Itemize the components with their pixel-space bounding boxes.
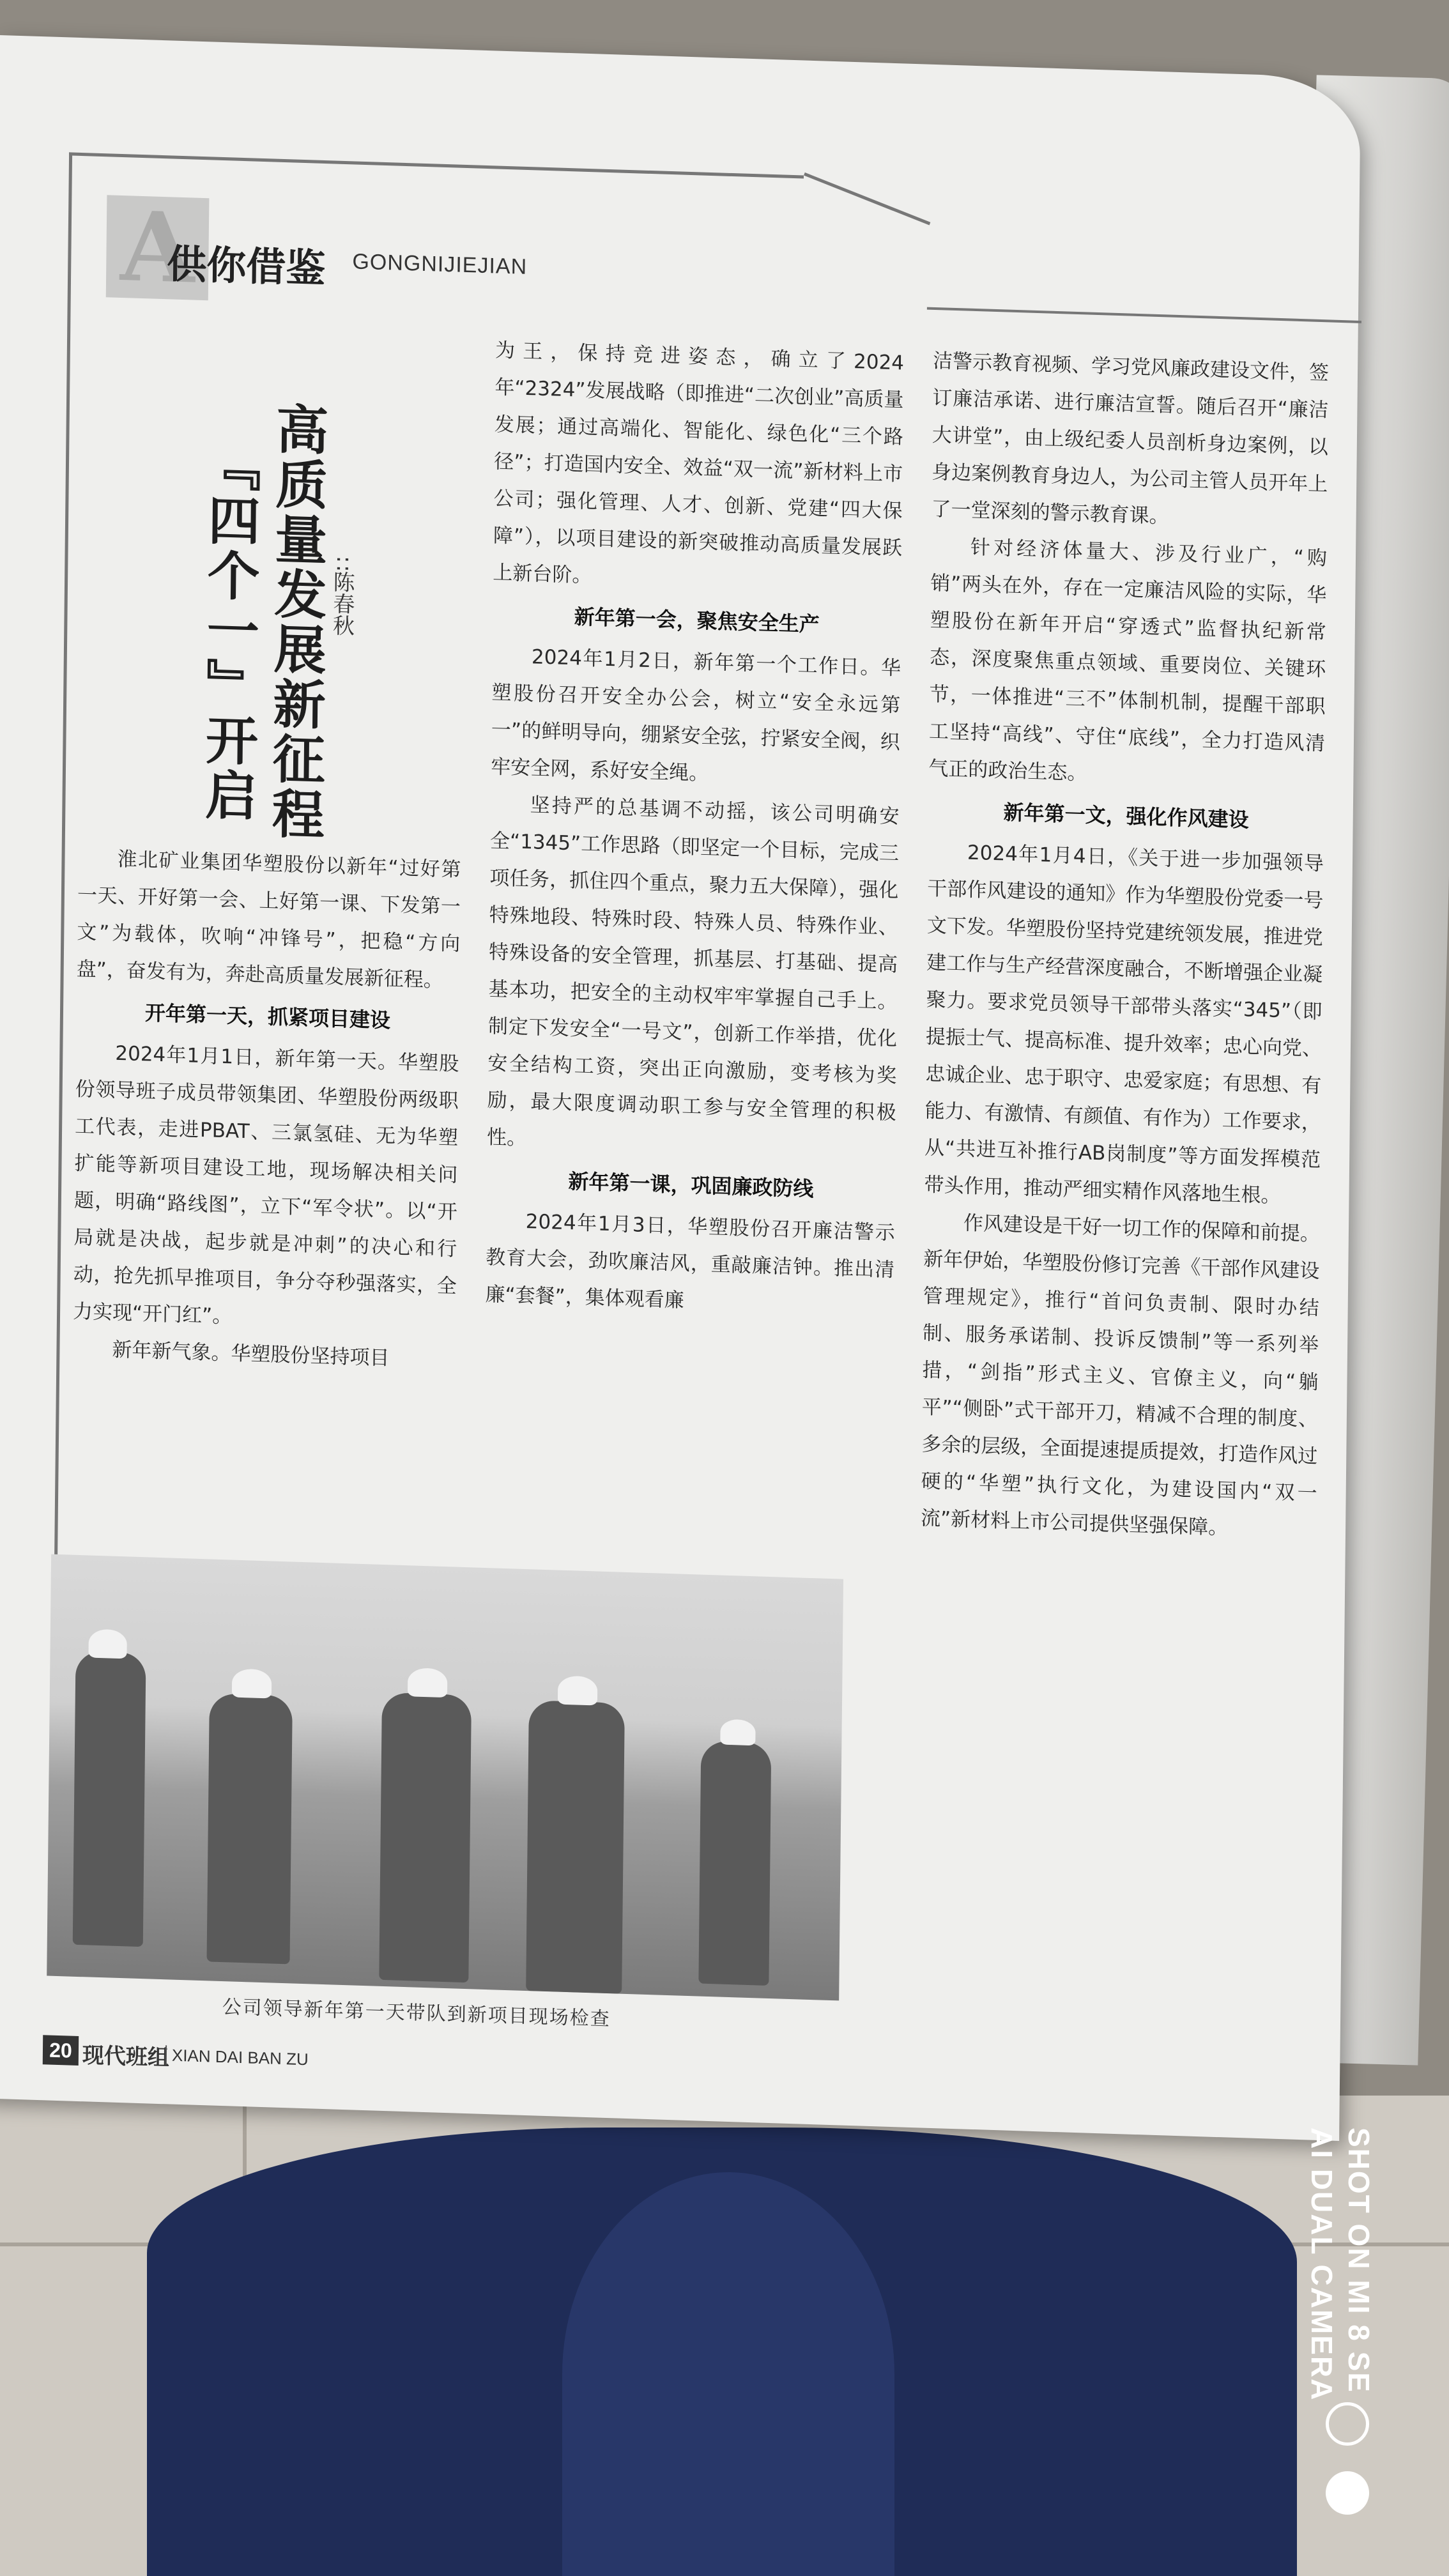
photo-helmet [232, 1669, 272, 1699]
paragraph: 2024年1月3日，华塑股份召开廉洁警示教育大会，劲吹廉洁风，重敲廉洁钟。推出清廉“套餐”，集体观看廉 [485, 1209, 895, 1312]
author-byline: ∷陈春秋 [328, 556, 355, 637]
headline-line1: 高质量发展新征程 [263, 401, 330, 843]
frame-right-line [927, 307, 1361, 323]
section-title: 供你借鉴 [166, 240, 326, 293]
section-heading: 新年第一会，聚焦安全生产 [574, 604, 820, 637]
paragraph: 淮北矿业集团华塑股份以新年“过好第一天、开好第一会、上好第一课、下发第一文”为载体，吹响“冲锋号”，把稳“方向盘”，奋发有为，奔赴高质量发展新征程。 [76, 847, 461, 992]
section-pinyin: GONGNIJIEJIAN [352, 249, 528, 279]
photo-helmet [408, 1667, 447, 1698]
paragraph: 2024年1月2日，新年第一个工作日。华塑股份召开安全办公会，树立“安全永远第一”的鲜明导向，绷紧安全弦，拧紧安全阀，织牢安全网，系好安全绳。 [491, 645, 901, 785]
photo-person [379, 1692, 471, 1982]
paragraph: 洁警示教育视频、学习党风廉政建设文件，签订廉洁承诺、进行廉洁宣誓。随后召开“廉洁大讲堂”，由上级纪委人员剖析身边案例，以身边案例教育身边人，为公司主管人员开年上了一堂深刻的警示教育课。 [931, 349, 1330, 528]
section-heading: 开年第一天，抓紧项目建设 [144, 1000, 391, 1033]
photo-person [207, 1693, 293, 1964]
photo-helmet [720, 1719, 755, 1746]
article-column-3 [921, 342, 1330, 1549]
photo-helmet [558, 1676, 597, 1706]
site-inspection-photo [47, 1554, 843, 2001]
camera-watermark [1303, 2128, 1377, 2401]
article-column-2 [485, 332, 904, 1326]
watermark-line1: SHOT ON MI 8 SE [1342, 2128, 1376, 2393]
paragraph: 针对经济体量大、涉及行业广，“购销”两头在外，存在一定廉洁风险的实际，华塑股份在新年开启“穿透式”监督执纪新常态，深度聚焦重点领域、重要岗位、关键环节，一体推进“三不”体制机制，提醒干部职工坚持“高线”、守住“底线”，全力打造风清气正的政治生态。 [928, 535, 1328, 785]
photo-person [73, 1651, 146, 1947]
magazine-name: 现代班组 [82, 2043, 170, 2071]
photo-person [698, 1741, 771, 1986]
photo-helmet [88, 1629, 126, 1659]
watermark-line2: AI DUAL CAMERA [1305, 2128, 1338, 2402]
paragraph: 新年新气象。华塑股份坚持项目 [112, 1338, 390, 1370]
paragraph: 2024年1月4日，《关于进一步加强领导干部作风建设的通知》作为华塑股份党委一号文下发。华塑股份坚持党建统领发展，推进党建工作与生产经营深度融合，不断增强企业凝聚力。要求党员领导干部带头落实“345”（即提振士气、提高标准、提升效率；忠心向党、忠诚企业、忠于职守、忠爱家庭；有思想、有能力、有激情、有颜值、有作为）工作要求，从“共进互补推行AB岗制度”等方面发挥模范带头作用，推动严细实精作风落地生根。 [924, 841, 1324, 1208]
section-heading: 新年第一课，巩固廉政防线 [568, 1169, 814, 1202]
frame-top-line [69, 152, 804, 178]
paragraph: 为王，保持竞进姿态，确立了2024年“2324”发展战略（即推进“二次创业”高质量发展；通过高端化、智能化、绿色化“三个路径”；打造国内安全、效益“双一流”新材料上市公司；强化管理、人才、创新、党建“四大保障”），以项目建设的新突破推动高质量发展跃上新台阶。 [493, 339, 905, 588]
article-column-1 [72, 839, 461, 1379]
section-logo: A [106, 195, 210, 300]
photo-caption: 公司领导新年第一天带队到新项目现场检查 [222, 1996, 611, 2031]
paragraph: 坚持严的总基调不动摇，该公司明确安全“1345”工作思路（即坚定一个目标，完成三项任务，抓住四个重点，聚力五大保障），强化特殊地段、特殊时段、特殊人员、特殊作业、特殊设备的安全管理，抓基层、打基础、提高基本功，把安全的主动权牢牢掌握自己手上。制定下发安全“一号文”，创新工作举措，优化安全结构工资，突出正向激励，变考核为奖励，最大限度调动职工参与安全管理的积极性。 [486, 793, 900, 1150]
watermark-dot-icon [1326, 2471, 1369, 2515]
photo-person [526, 1700, 625, 1994]
section-heading: 新年第一文，强化作风建设 [1003, 800, 1249, 832]
page-number: 20 [43, 2035, 79, 2066]
paragraph: 2024年1月1日，新年第一天。华塑股份领导班子成员带领集团、华塑股份两级职工代表，走进PBAT、三氯氢硅、无为华塑扩能等新项目建设工地，现场解决相关问题，明确“路线图”，立下“军令状”。以“开局就是决战，起步就是冲刺”的决心和行动，抢先抓早推项目，争分夺秒强落实，全力实现“开门红”。 [72, 1041, 459, 1328]
magazine-page [0, 35, 1361, 2141]
headline-line2: 『四个一』开启 [196, 437, 262, 824]
frame-diagonal [804, 172, 930, 226]
magazine-pinyin: XIAN DAI BAN ZU [165, 2045, 309, 2069]
jeans-fold [562, 2172, 894, 2576]
watermark-ring-icon [1326, 2402, 1369, 2446]
paragraph: 作风建设是干好一切工作的保障和前提。新年伊始，华塑股份修订完善《干部作风建设管理规定》，推行“首问负责制、限时办结制、服务承诺制、投诉反馈制”等一系列举措，“剑指”形式主义、官僚主义，向“躺平”“侧卧”式干部开刀，精减不合理的制度、多余的层级，全面提速提质提效，打造作风过硬的“华塑”执行文化，为建设国内“双一流”新材料上市公司提供坚强保障。 [920, 1211, 1321, 1540]
